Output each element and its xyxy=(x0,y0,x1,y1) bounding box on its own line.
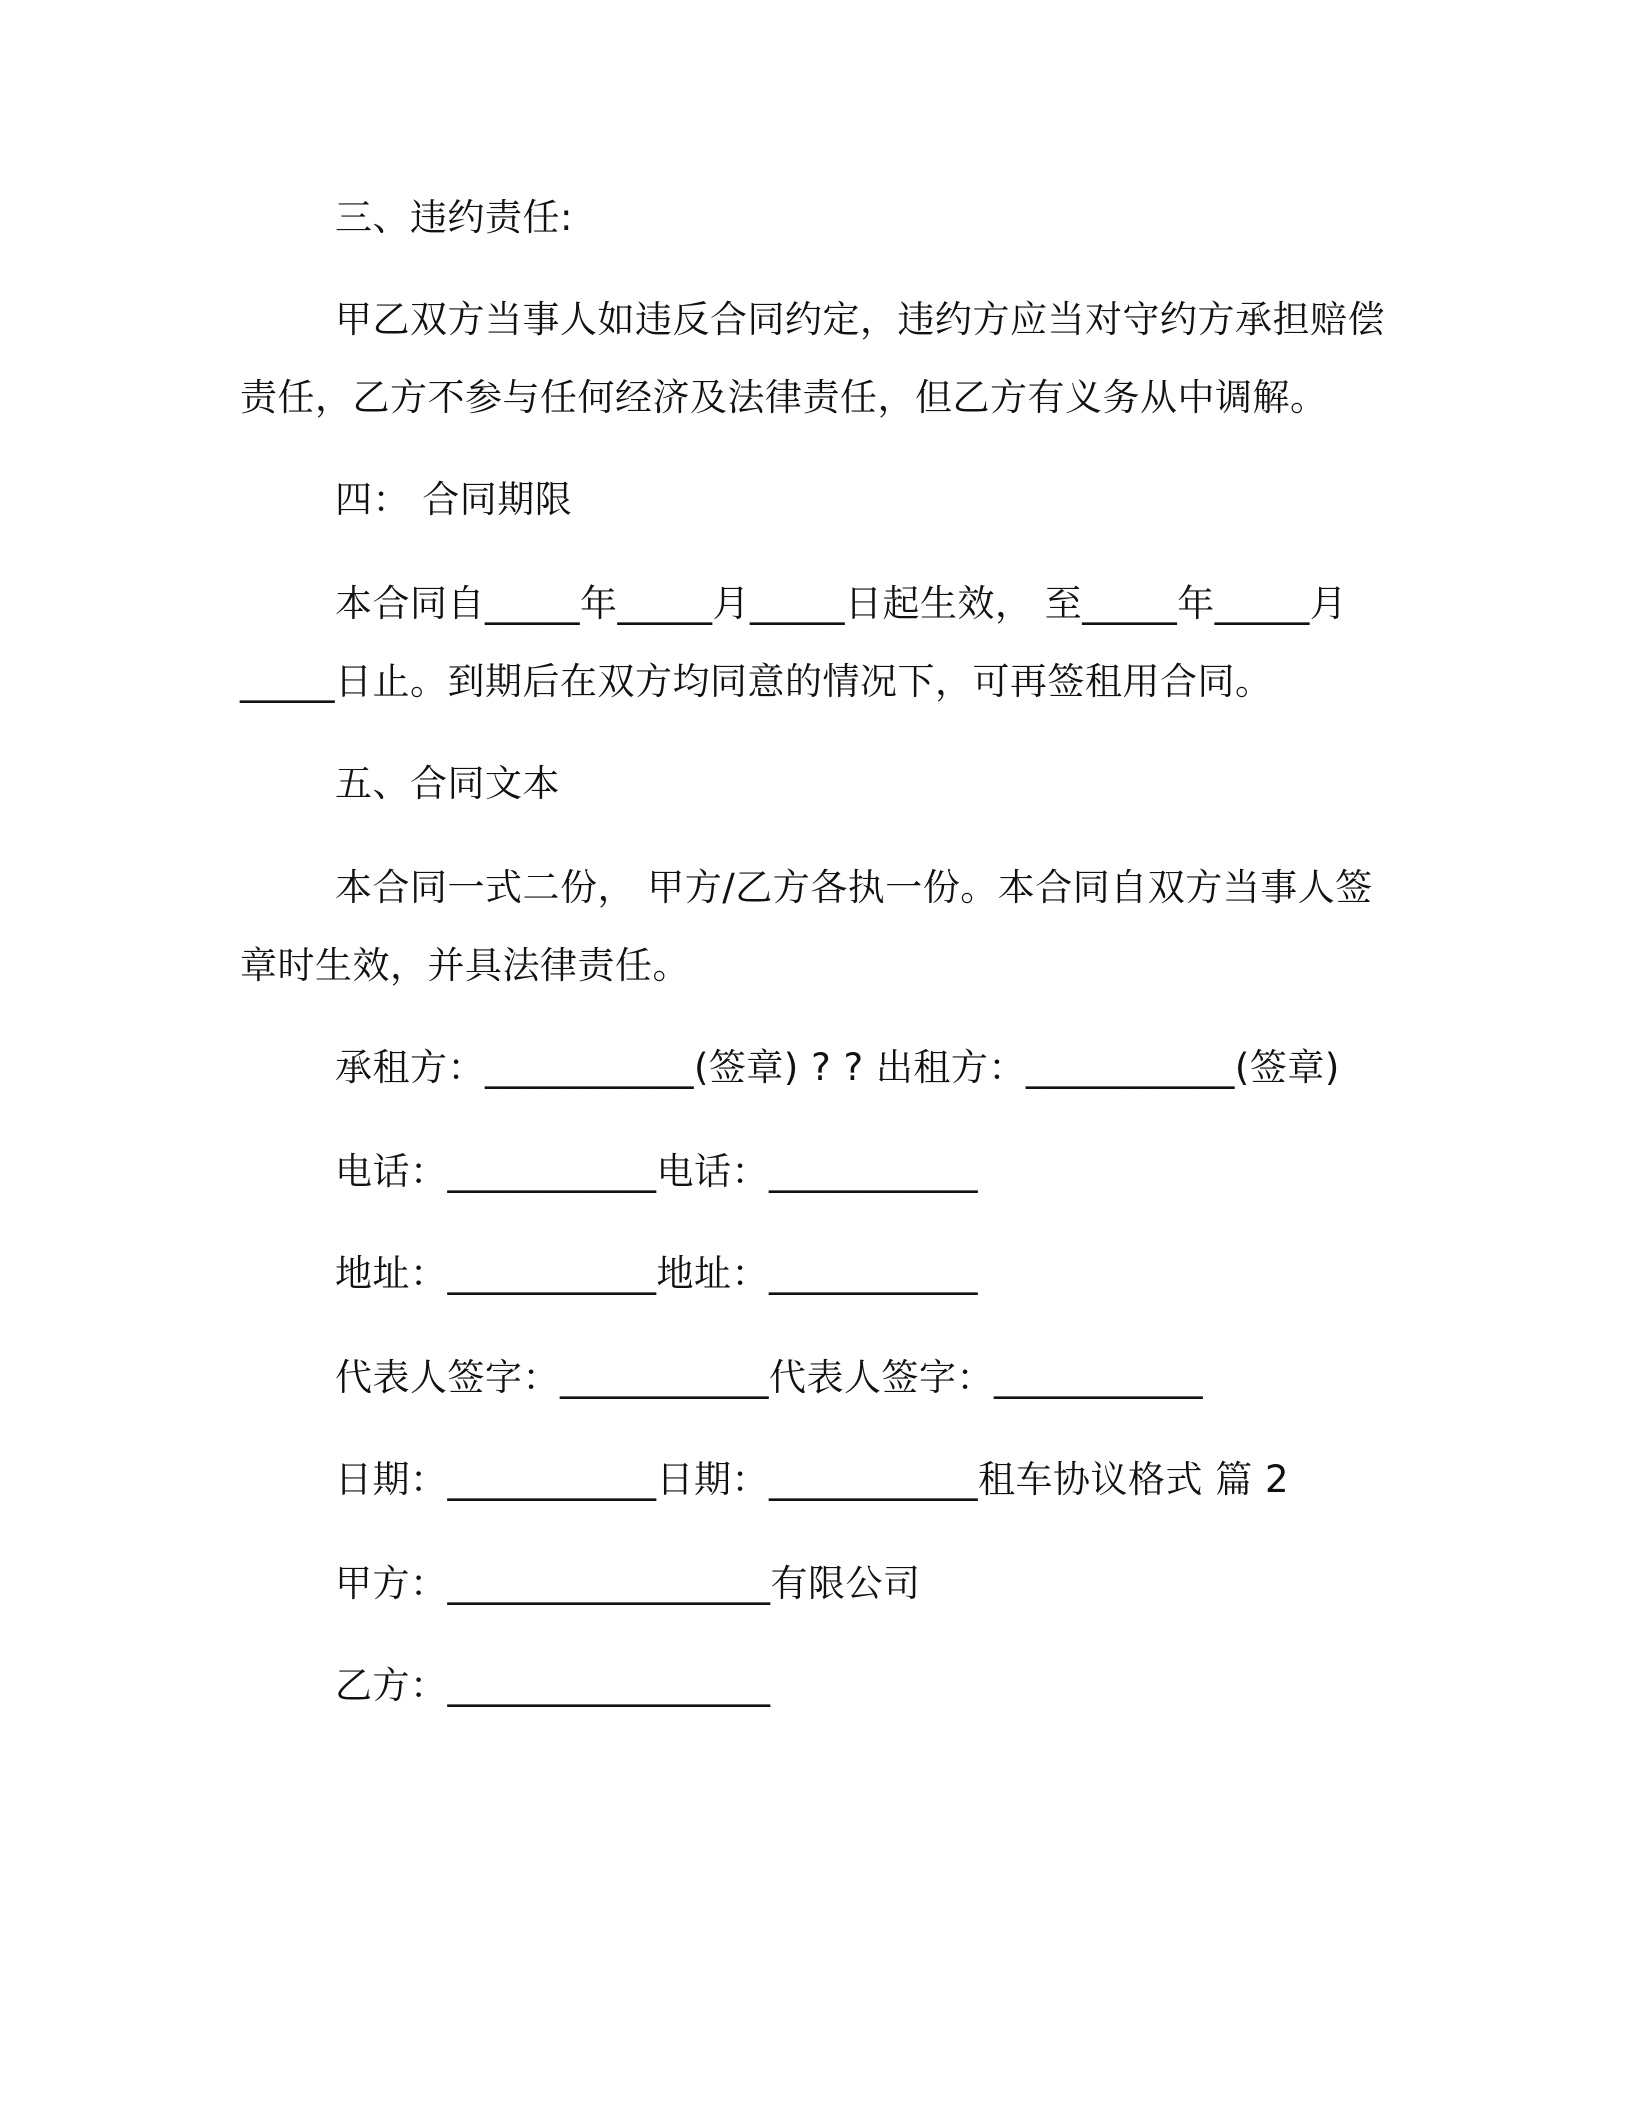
party-b-line: 乙方：_________________ xyxy=(335,1664,771,1707)
party-a-line: 甲方：_________________有限公司 xyxy=(335,1562,921,1605)
paragraph-term-line-1: 本合同自_____年_____月_____日起生效， 至_____年_____月 xyxy=(335,582,1348,625)
address-line: 地址：___________地址：___________ xyxy=(335,1252,978,1295)
paragraph-term-line-2: _____日止。到期后在双方均同意的情况下，可再签租用合同。 xyxy=(240,660,1273,703)
section-heading-breach-liability: 三、违约责任: xyxy=(335,196,573,239)
phone-line: 电话：___________电话：___________ xyxy=(335,1150,978,1193)
signature-parties-line: 承租方：___________(签章) ? ? 出租方：___________(签章) xyxy=(335,1046,1340,1089)
section-heading-contract-text: 五、合同文本 xyxy=(335,762,560,805)
section-heading-contract-term: 四： 合同期限 xyxy=(335,478,573,521)
paragraph-breach-line-2: 责任，乙方不参与任何经济及法律责任，但乙方有义务从中调解。 xyxy=(240,376,1328,419)
representative-signature-line: 代表人签字：___________代表人签字：___________ xyxy=(335,1356,1203,1399)
paragraph-breach-line-1: 甲乙双方当事人如违反合同约定，违约方应当对守约方承担赔偿 xyxy=(335,298,1385,341)
paragraph-text-line-1: 本合同一式二份， 甲方/乙方各执一份。本合同自双方当事人签 xyxy=(335,866,1373,909)
paragraph-text-line-2: 章时生效，并具法律责任。 xyxy=(240,944,690,987)
date-line: 日期：___________日期：___________租车协议格式 篇 2 xyxy=(335,1458,1290,1501)
